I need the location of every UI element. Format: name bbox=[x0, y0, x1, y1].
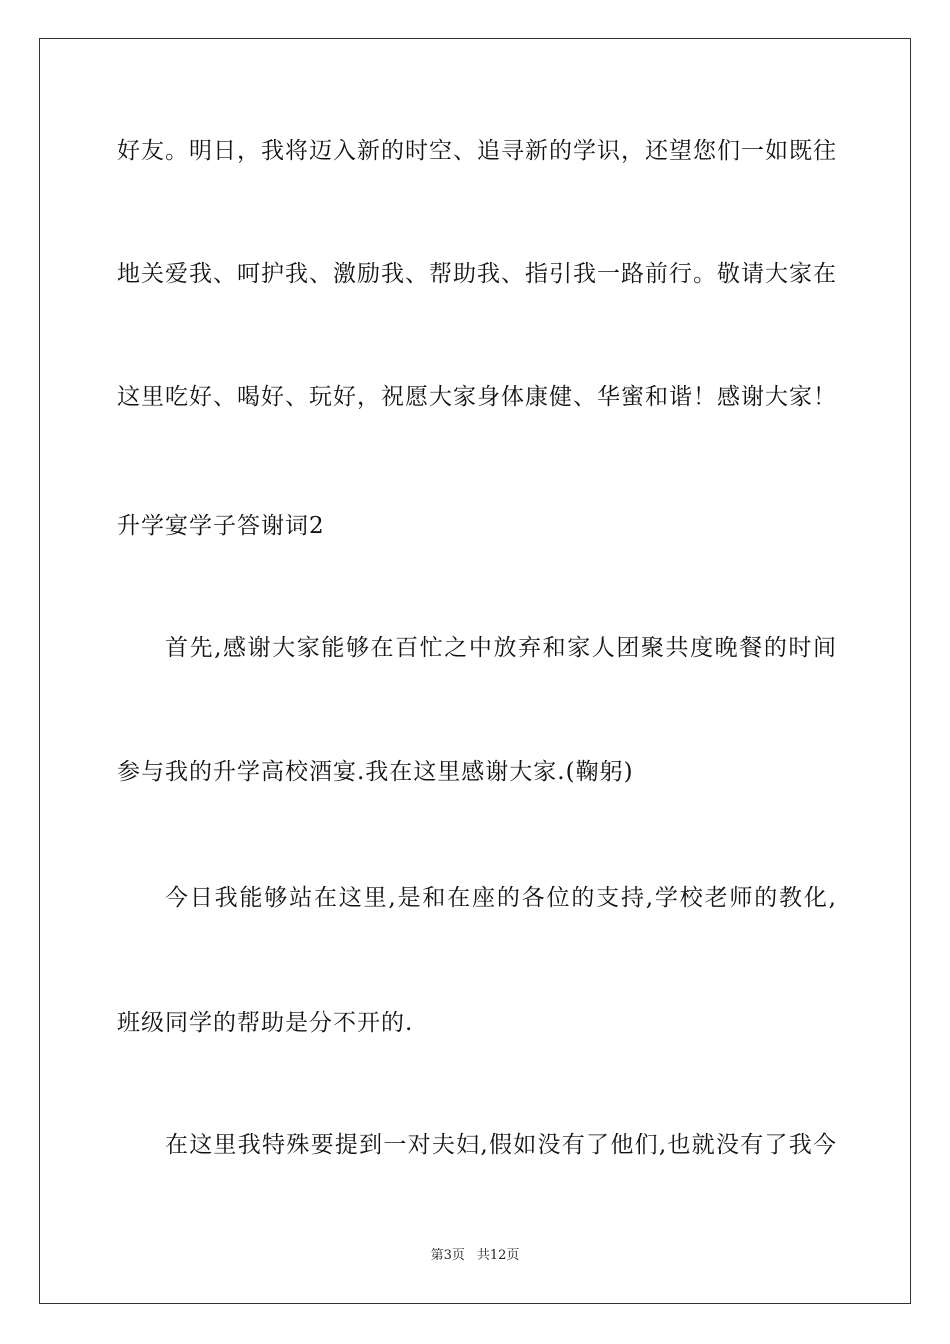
body-line-9: 在这里我特殊要提到一对夫妇,假如没有了他们,也就没有了我今 bbox=[165, 1132, 837, 1158]
page-footer bbox=[0, 1247, 950, 1265]
body-line-7: 今日我能够站在这里,是和在座的各位的支持,学校老师的教化, bbox=[165, 885, 837, 911]
page-number: 第3页 bbox=[430, 1248, 465, 1263]
body-line-8: 班级同学的帮助是分不开的. bbox=[117, 1010, 414, 1036]
body-line-1: 好友。明日，我将迈入新的时空、追寻新的学识，还望您们一如既往 bbox=[117, 138, 837, 164]
body-line-5: 首先,感谢大家能够在百忙之中放弃和家人团聚共度晚餐的时间 bbox=[165, 635, 837, 661]
body-line-2: 地关爱我、呵护我、激励我、帮助我、指引我一路前行。敬请大家在 bbox=[117, 261, 837, 287]
page-frame bbox=[39, 38, 911, 1304]
body-line-3: 这里吃好、喝好、玩好，祝愿大家身体康健、华蜜和谐！感谢大家！ bbox=[117, 384, 837, 410]
page-total: 共12页 bbox=[476, 1248, 520, 1263]
body-line-6: 参与我的升学高校酒宴.我在这里感谢大家.(鞠躬) bbox=[117, 759, 634, 785]
section-heading: 升学宴学子答谢词2 bbox=[117, 513, 325, 539]
